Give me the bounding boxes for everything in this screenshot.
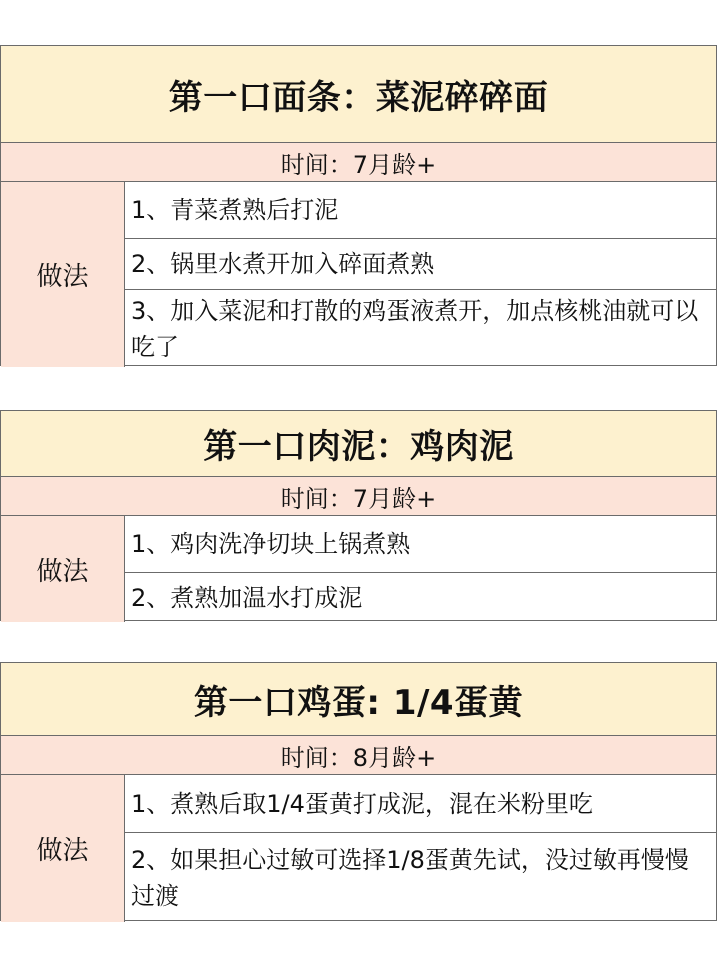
method-label: 做法 — [1, 516, 125, 622]
card-title: 第一口面条：菜泥碎碎面 — [1, 46, 716, 143]
step-item: 3、加入菜泥和打散的鸡蛋液煮开，加点核桃油就可以吃了 — [131, 296, 699, 361]
step-item: 2、锅里水煮开加入碎面煮熟 — [125, 239, 716, 290]
card-title: 第一口鸡蛋: 1/4蛋黄 — [1, 663, 716, 736]
method-section — [1, 516, 716, 622]
steps-list — [125, 775, 716, 922]
method-label: 做法 — [1, 775, 125, 922]
step-item: 1、煮熟后取1/4蛋黄打成泥，混在米粉里吃 — [125, 775, 716, 833]
step-item: 1、鸡肉洗净切块上锅煮熟 — [125, 516, 716, 573]
recipe-card-meat-puree — [0, 410, 717, 621]
step-item: 2、如果担心过敏可选择1/8蛋黄先试，没过敏再慢慢过渡 — [131, 845, 689, 910]
recipe-card-egg-yolk — [0, 662, 717, 921]
recipe-card-noodles — [0, 45, 717, 366]
method-label: 做法 — [1, 182, 125, 367]
steps-list — [125, 516, 716, 622]
steps-list — [125, 182, 716, 367]
step-item: 2、煮熟加温水打成泥 — [131, 583, 363, 612]
card-title: 第一口肉泥：鸡肉泥 — [1, 411, 716, 477]
age-time: 时间：7月龄+ — [1, 477, 716, 516]
step-item: 1、青菜煮熟后打泥 — [125, 182, 716, 239]
method-section — [1, 775, 716, 922]
age-time: 时间：7月龄+ — [1, 143, 716, 182]
age-time: 时间：8月龄+ — [1, 736, 716, 775]
method-section — [1, 182, 716, 367]
